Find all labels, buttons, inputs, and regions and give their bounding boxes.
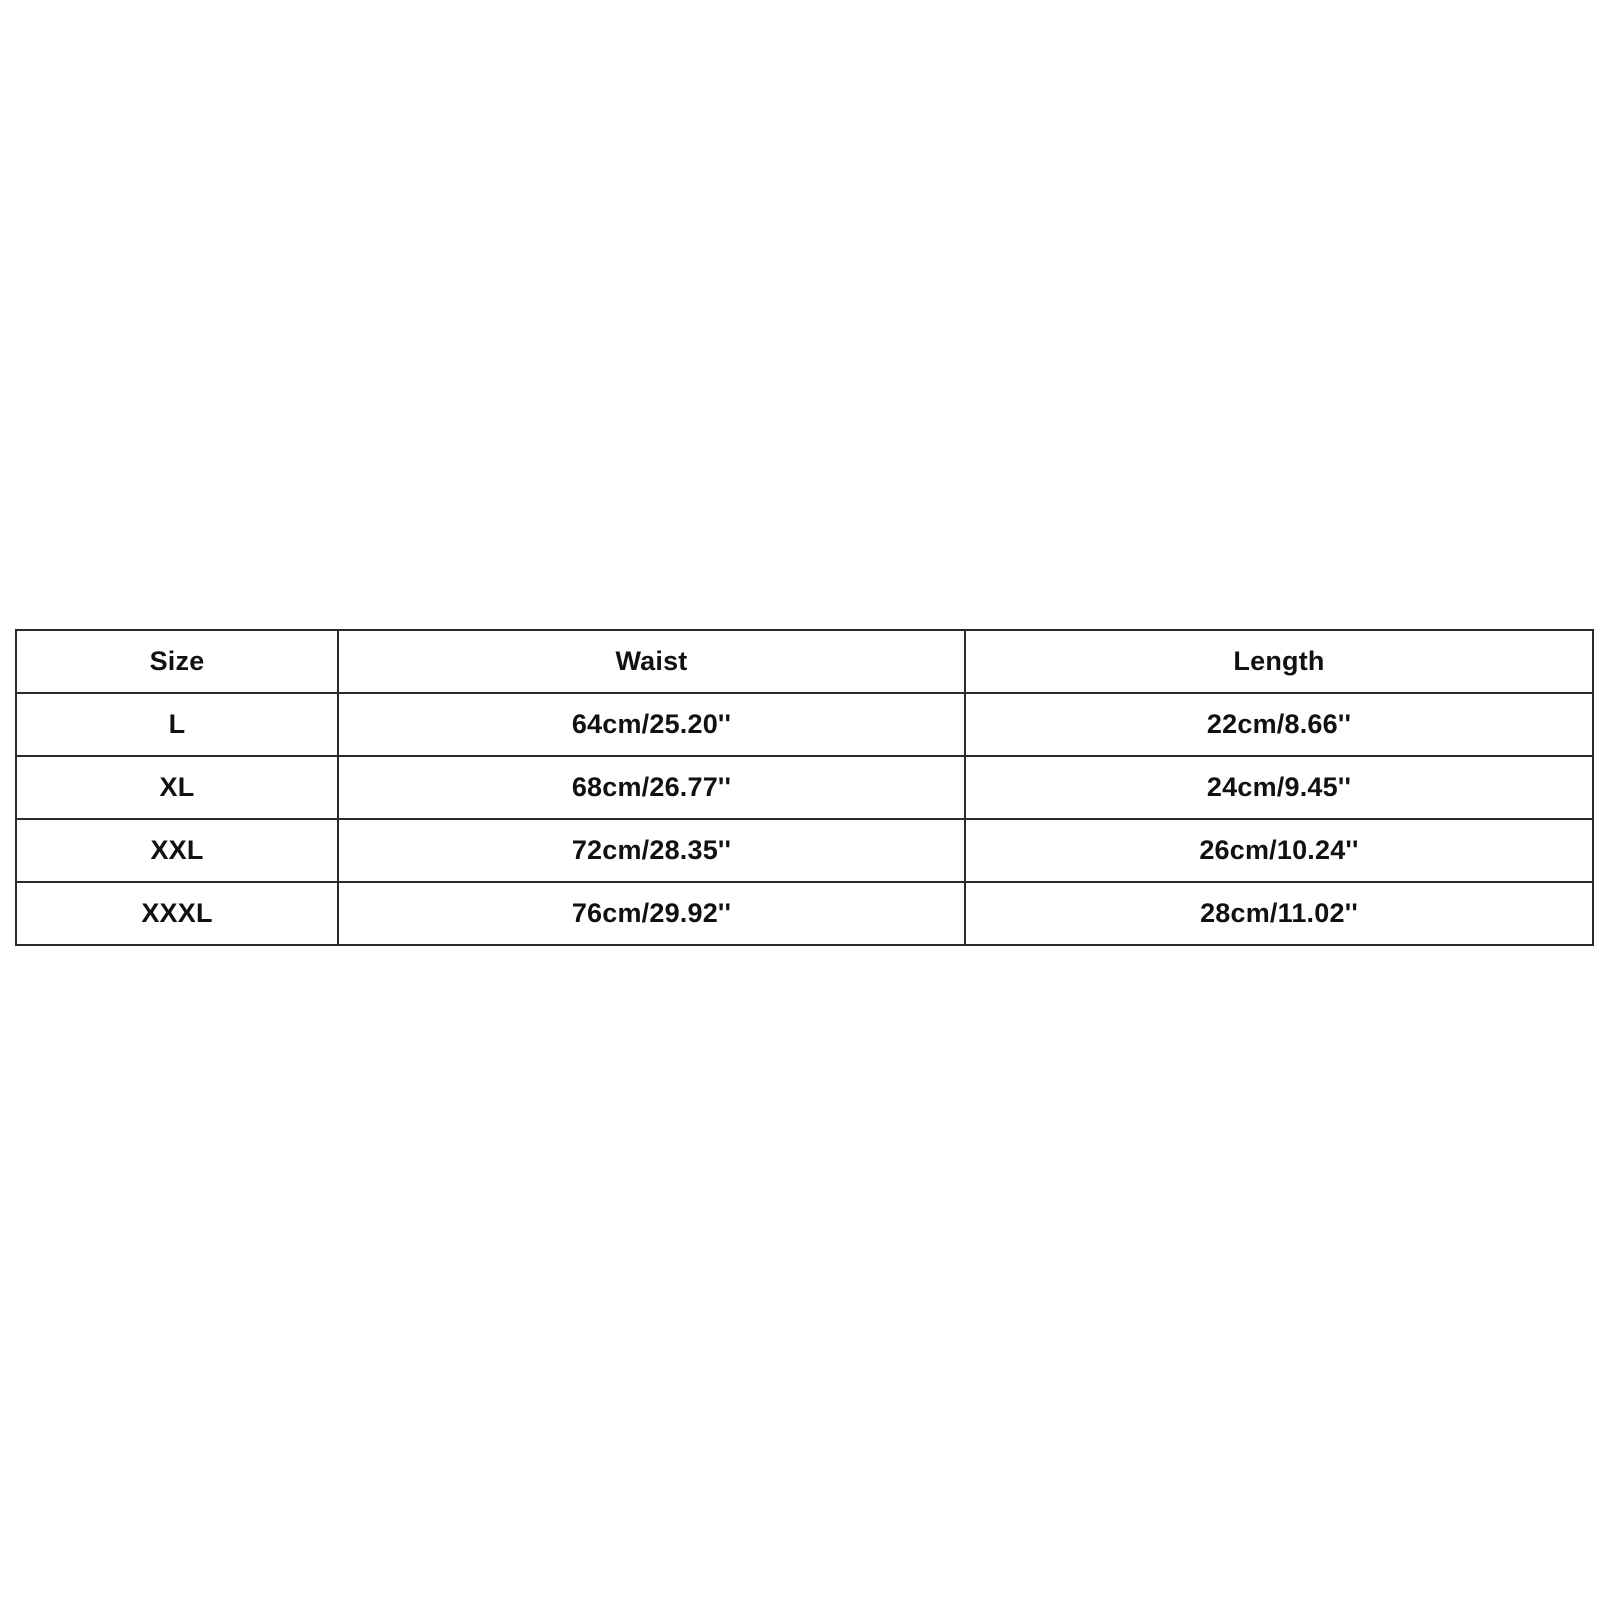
table-row — [16, 882, 1593, 945]
cell-waist: 76cm/29.92'' — [338, 882, 965, 945]
cell-length: 28cm/11.02'' — [965, 882, 1593, 945]
table-row — [16, 756, 1593, 819]
header-length: Length — [965, 630, 1593, 693]
cell-length: 24cm/9.45'' — [965, 756, 1593, 819]
table-row — [16, 819, 1593, 882]
size-chart-table — [15, 629, 1594, 946]
cell-waist: 68cm/26.77'' — [338, 756, 965, 819]
cell-length: 26cm/10.24'' — [965, 819, 1593, 882]
cell-length: 22cm/8.66'' — [965, 693, 1593, 756]
table-row — [16, 693, 1593, 756]
table-header-row — [16, 630, 1593, 693]
cell-size: XXXL — [16, 882, 338, 945]
cell-waist: 72cm/28.35'' — [338, 819, 965, 882]
header-size: Size — [16, 630, 338, 693]
cell-size: XL — [16, 756, 338, 819]
cell-waist: 64cm/25.20'' — [338, 693, 965, 756]
cell-size: L — [16, 693, 338, 756]
cell-size: XXL — [16, 819, 338, 882]
header-waist: Waist — [338, 630, 965, 693]
